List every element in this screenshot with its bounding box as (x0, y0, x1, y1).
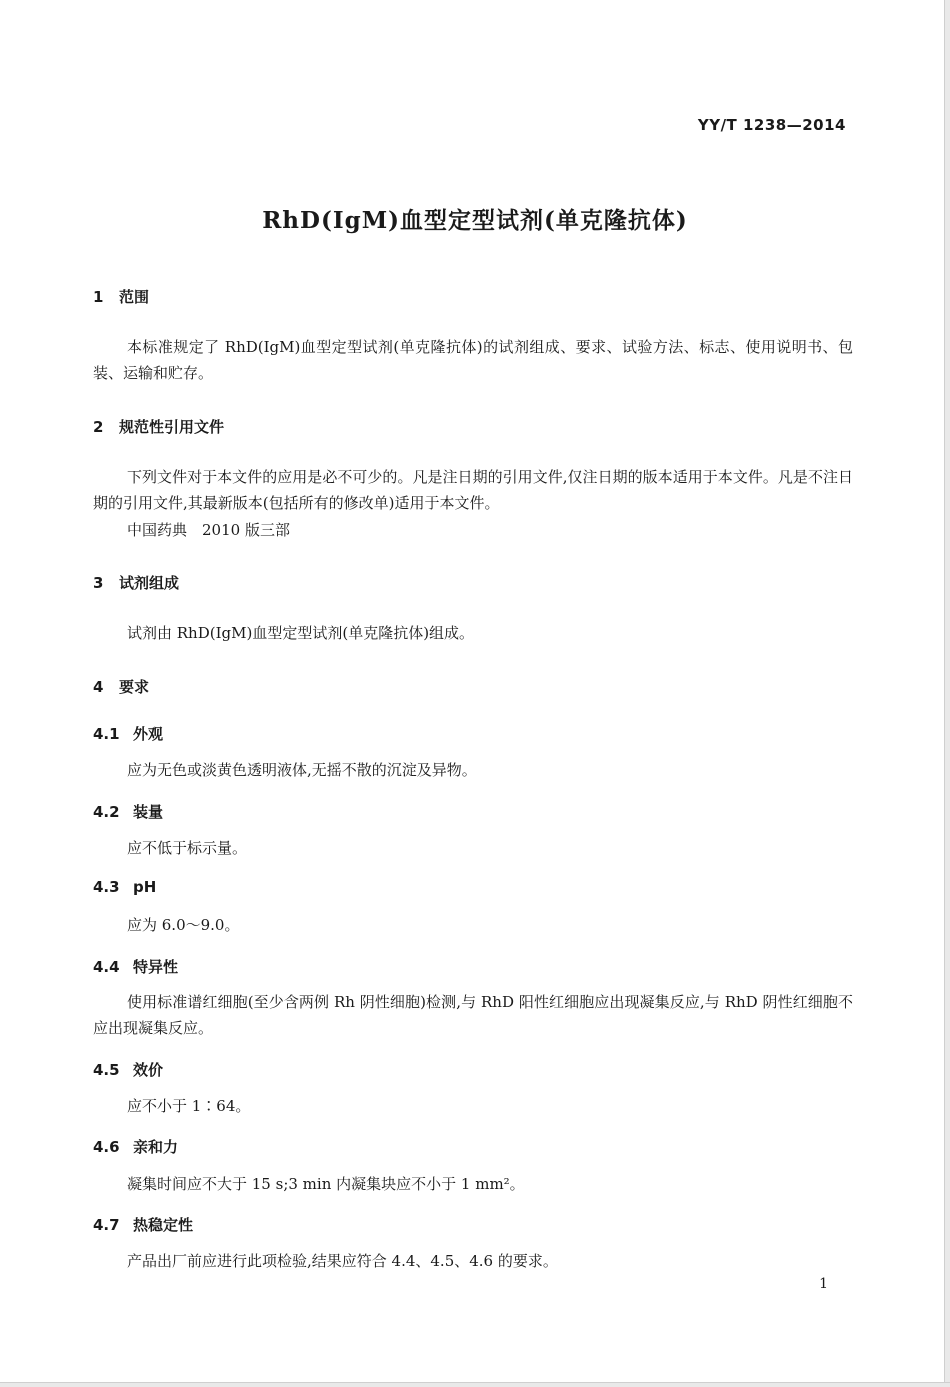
section-3-heading (93, 572, 179, 593)
section-4-5-heading (93, 1059, 163, 1080)
section-title: 外观 (133, 725, 164, 743)
section-number: 4.5 (93, 1061, 120, 1079)
section-title: 效价 (133, 1061, 164, 1079)
section-4-7-heading (93, 1214, 193, 1235)
section-4-heading (93, 676, 149, 697)
section-2-paragraph: 下列文件对于本文件的应用是必不可少的。凡是注日期的引用文件,仅注日期的版本适用于本文件。凡是不注日期的引用文件,其最新版本(包括所有的修改单)适用于本文件。 (93, 468, 853, 512)
section-4-7-paragraph: 产品出厂前应进行此项检验,结果应符合 4.4、4.5、4.6 的要求。 (127, 1252, 558, 1270)
section-4-6-heading (93, 1136, 178, 1157)
section-number: 4.7 (93, 1216, 120, 1234)
section-4-1-heading (93, 723, 163, 744)
section-title: 试剂组成 (119, 574, 180, 592)
section-4-6-paragraph: 凝集时间应不大于 15 s;3 min 内凝集块应不小于 1 mm²。 (127, 1175, 525, 1193)
section-number: 1 (93, 288, 104, 306)
section-number: 4.4 (93, 958, 120, 976)
section-2-heading (93, 416, 224, 437)
section-title: 亲和力 (133, 1138, 179, 1156)
section-title: 装量 (133, 803, 164, 821)
section-number: 4 (93, 678, 104, 696)
page-edge-bottom (0, 1382, 950, 1387)
section-1-heading (93, 286, 149, 307)
section-4-4-heading (93, 956, 178, 977)
section-number: 2 (93, 418, 104, 436)
section-title: pH (133, 878, 157, 896)
section-4-4-paragraph: 使用标准谱红细胞(至少含两例 Rh 阴性细胞)检测,与 RhD 阳性红细胞应出现凝集反应,与 RhD 阴性红细胞不应出现凝集反应。 (93, 993, 853, 1037)
section-title: 要求 (119, 678, 150, 696)
section-number: 4.2 (93, 803, 120, 821)
normative-reference-item: 中国药典 2010 版三部 (127, 521, 290, 539)
section-title: 规范性引用文件 (119, 418, 225, 436)
section-title: 特异性 (133, 958, 179, 976)
standard-number: YY/T 1238—2014 (697, 116, 846, 134)
section-number: 4.3 (93, 878, 120, 896)
section-3-paragraph: 试剂由 RhD(IgM)血型定型试剂(单克隆抗体)组成。 (127, 624, 475, 642)
section-4-1-paragraph: 应为无色或淡黄色透明液体,无摇不散的沉淀及异物。 (127, 761, 477, 779)
section-number: 4.6 (93, 1138, 120, 1156)
section-4-3-paragraph: 应为 6.0～9.0。 (127, 916, 240, 934)
section-4-5-paragraph: 应不小于 1∶64。 (127, 1097, 251, 1115)
section-title: 热稳定性 (133, 1216, 194, 1234)
section-4-2-paragraph: 应不低于标示量。 (127, 839, 248, 857)
section-number: 4.1 (93, 725, 120, 743)
section-4-2-heading (93, 801, 163, 822)
page-number: 1 (819, 1276, 828, 1292)
section-number: 3 (93, 574, 104, 592)
section-1-paragraph: 本标准规定了 RhD(IgM)血型定型试剂(单克隆抗体)的试剂组成、要求、试验方法、标志、使用说明书、包装、运输和贮存。 (93, 338, 853, 382)
section-4-3-heading (93, 878, 156, 896)
document-title: RhD(IgM)血型定型试剂(单克隆抗体) (262, 207, 688, 234)
section-title: 范围 (119, 288, 150, 306)
